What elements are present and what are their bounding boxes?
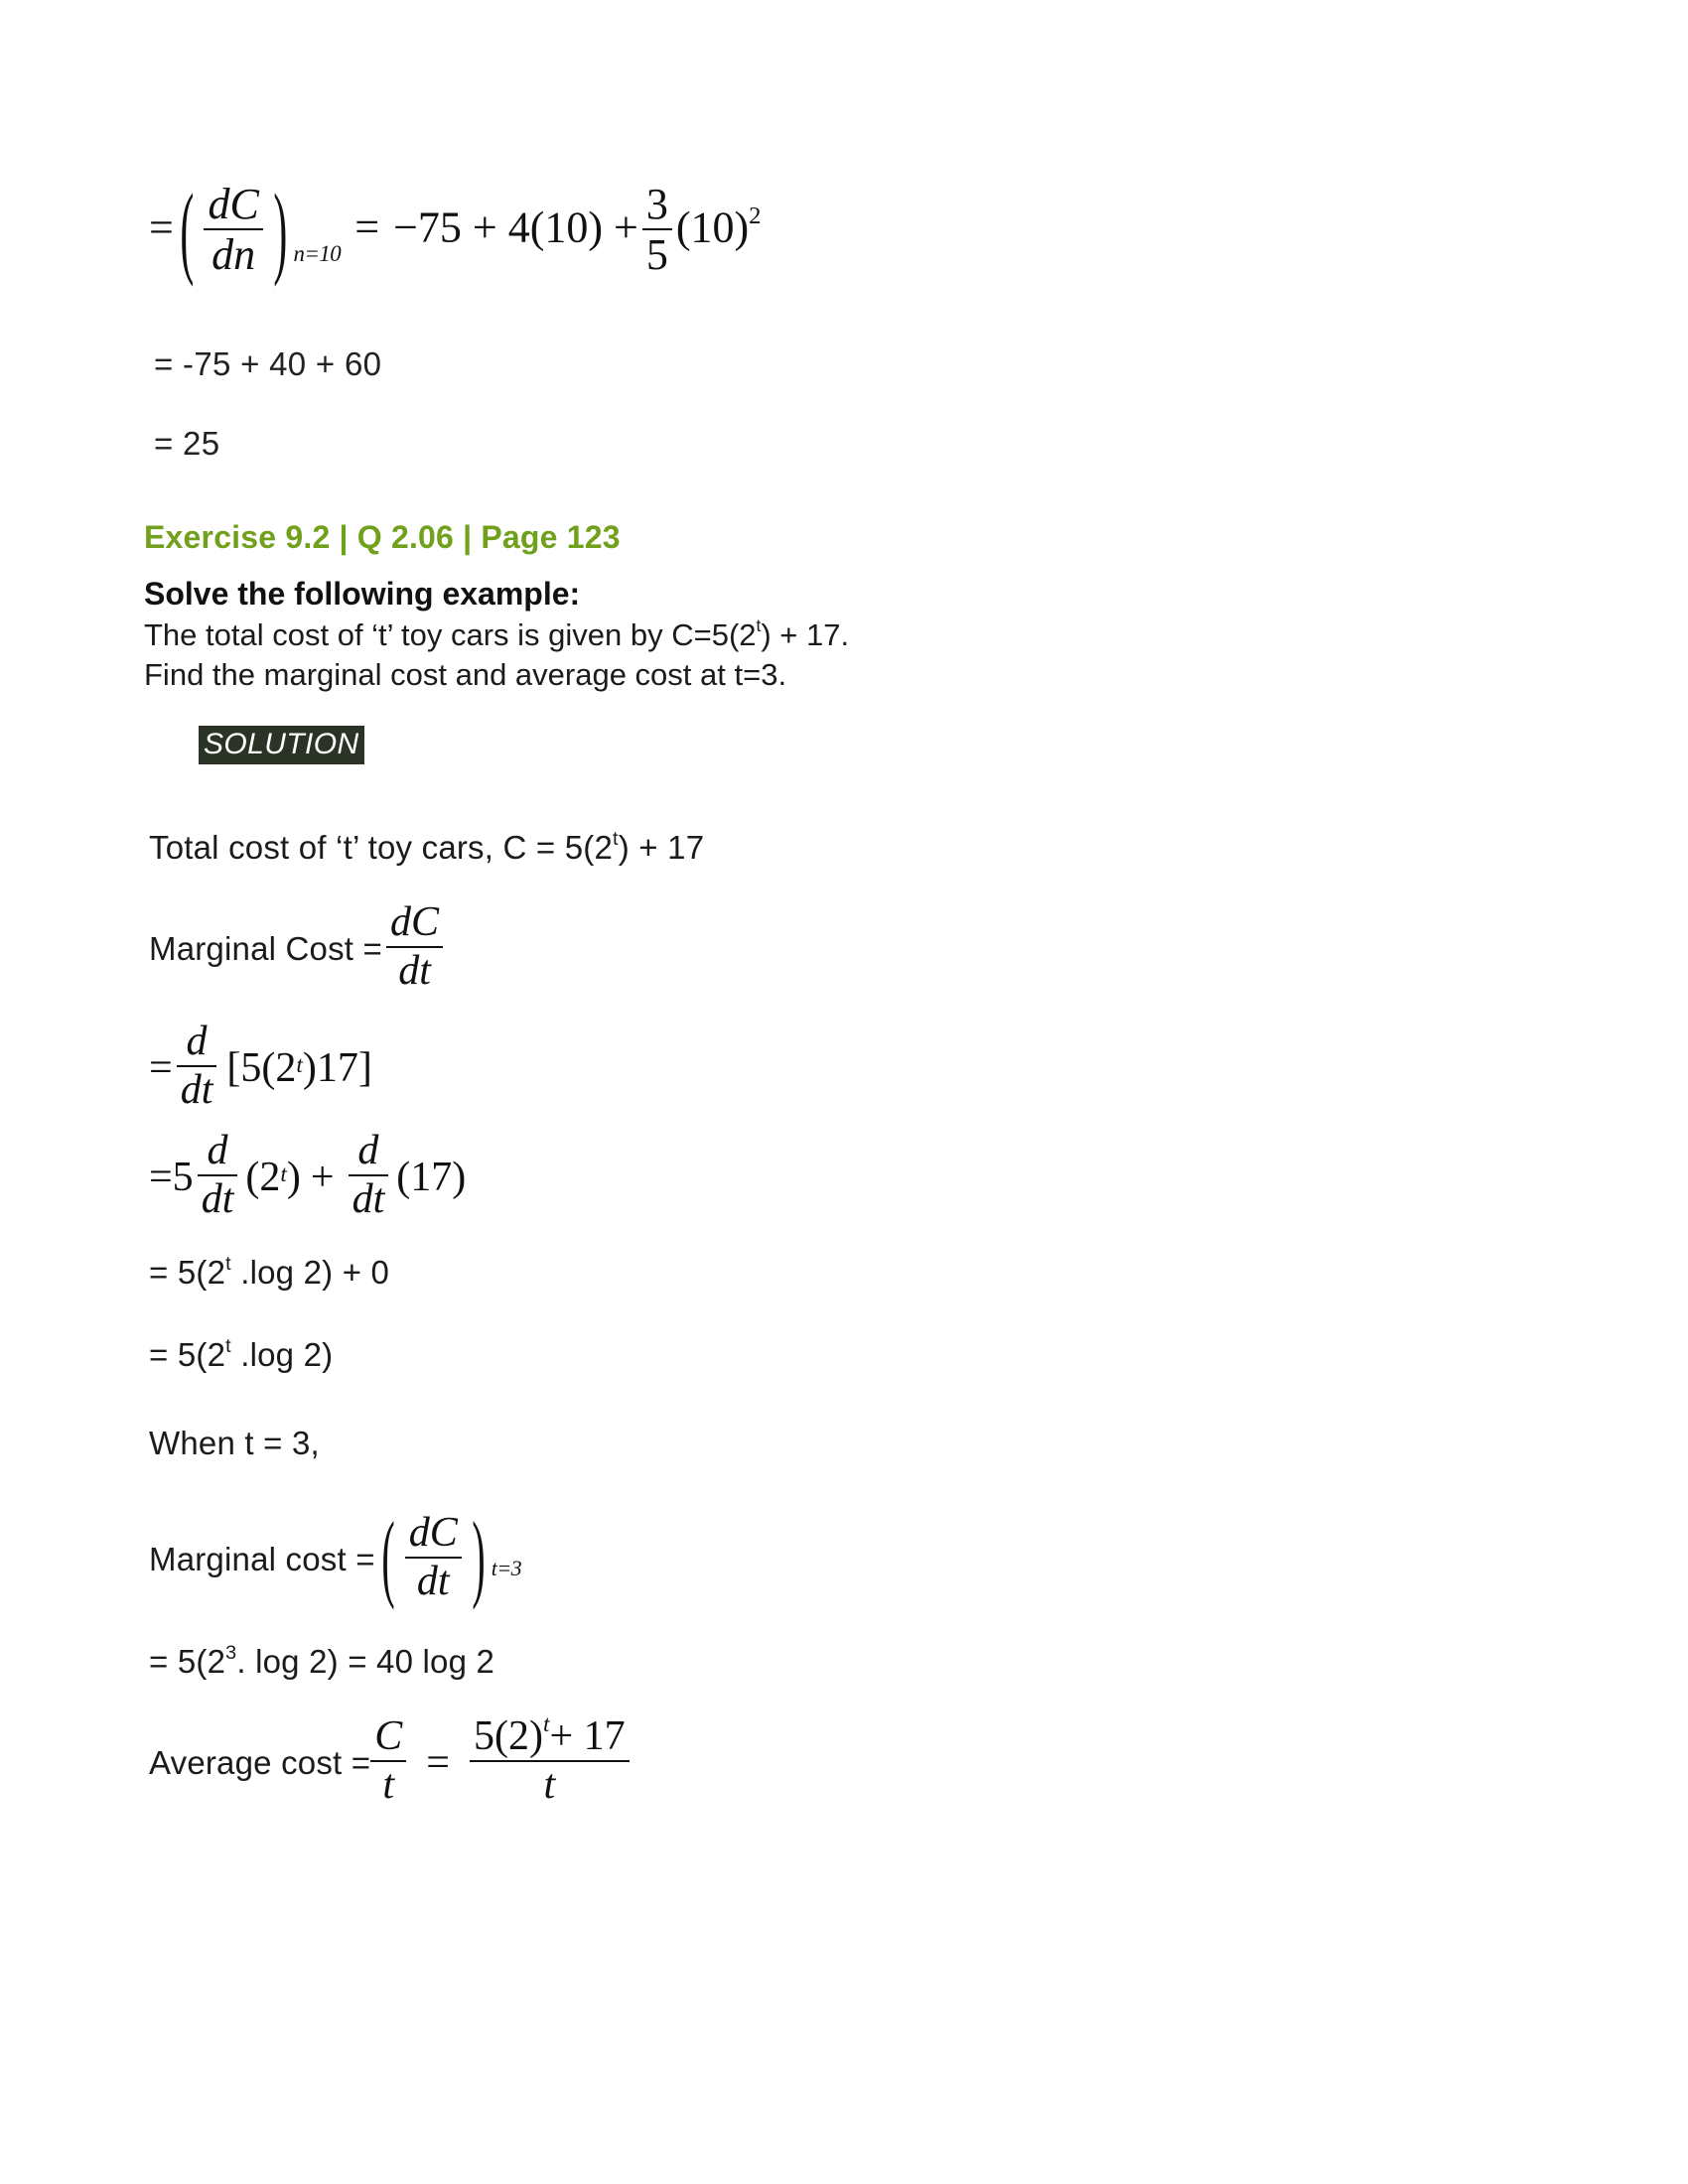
question-line-1 [144,615,1137,655]
rhs-suffix: (10) [675,203,750,252]
fraction-numerator: d [349,1130,389,1176]
bracket-superscript: t [296,1051,303,1078]
d-dt-fraction-1 [198,1130,238,1221]
previous-answer-equation [149,173,762,288]
log-line-prefix: = 5(2 [149,1254,226,1291]
numerator-superscript: t [542,1711,550,1738]
rhs-prefix: −75 + 4(10) + [393,203,638,252]
marginal-cost-definition [149,899,447,995]
dc-dn-fraction [204,182,262,278]
bracket-open: [5 [226,1045,262,1092]
fraction-denominator: t [382,1761,395,1808]
fraction-denominator: dt [352,1175,385,1222]
derivative-expansion-line [149,1128,467,1223]
evaluation-subscript: t=3 [491,1556,522,1581]
equals-sign: = [426,1740,450,1787]
bracket-paren-open: (2 [261,1045,297,1092]
fraction-denominator: dt [416,1558,450,1604]
solution-log-plus-zero-line [149,1254,389,1292]
solution-log-line [149,1336,333,1374]
total-cost-superscript: t [613,827,619,850]
c-over-t-fraction [370,1715,406,1807]
bracket-close: 17] [316,1045,372,1092]
evaluation-subscript: n=10 [293,240,342,266]
d-dt-fraction-2 [349,1130,389,1221]
previous-answer-sum-line: = -75 + 40 + 60 [154,345,382,382]
plus-sign: + [310,1155,335,1201]
fraction-numerator: 3 [642,182,672,230]
value-suffix: . log 2) = 40 log 2 [236,1643,495,1680]
fraction-denominator: t [543,1761,556,1808]
equals-sign: = [149,1045,173,1092]
average-cost-line [149,1711,633,1809]
right-paren-large: ) [273,173,288,288]
log-line-suffix: .log 2) + 0 [230,1254,390,1291]
log-line-superscript: t [225,1334,231,1357]
dc-dt-fraction [405,1512,462,1603]
question-text-after-sup: ) + 17. [761,616,850,652]
value-prefix: = 5(2 [149,1643,226,1680]
equals-sign: = [149,203,174,252]
two-power-open: (2 [245,1155,281,1201]
equals-five: =5 [149,1155,194,1201]
fraction-denominator: dn [211,229,256,279]
fraction-numerator: dC [405,1512,462,1559]
fraction-denominator: 5 [645,229,668,279]
derivative-bracket-line [149,1019,372,1114]
total-cost-prefix: Total cost of ‘t’ toy cars, C = 5(2 [149,829,614,866]
fraction-numerator: d [177,1021,217,1067]
d-dt-fraction [177,1021,217,1112]
when-t-equals-line: When t = 3, [149,1425,320,1461]
question-superscript: t [756,615,762,636]
previous-answer-value-line: = 25 [154,425,220,462]
marginal-cost-label: Marginal Cost = [149,930,383,968]
marginal-cost-at-t3 [149,1505,522,1613]
exercise-heading: Exercise 9.2 | Q 2.06 | Page 123 [144,519,621,555]
total-cost-suffix: ) + 17 [618,829,705,866]
equals-sign-2: = [354,203,380,252]
average-cost-expression-fraction [470,1711,630,1808]
fraction-numerator: d [198,1130,238,1176]
exponent: 2 [749,202,762,229]
constant-term: (17) [396,1155,467,1201]
dc-dt-fraction [386,901,443,993]
two-power-close: ) [286,1155,301,1201]
log-line-suffix: .log 2) [230,1336,334,1373]
question-title: Solve the following example: [144,576,581,612]
average-cost-label: Average cost = [149,1744,371,1782]
left-paren-large: ( [381,1505,395,1613]
solution-badge: SOLUTION [199,726,364,764]
marginal-cost-at-label: Marginal cost = [149,1541,375,1578]
solution-total-cost-line [149,829,704,867]
fraction-numerator: C [370,1715,406,1762]
marginal-cost-value-line [149,1643,494,1681]
question-block [144,574,1137,695]
log-line-superscript: t [225,1252,231,1275]
fraction-denominator: dt [398,947,431,994]
right-paren-large: ) [472,1505,486,1613]
value-superscript: 3 [225,1641,237,1664]
fraction-numerator: dC [204,182,262,230]
two-power-superscript: t [280,1160,287,1187]
fraction-denominator: dt [180,1066,213,1113]
question-text-before-sup: The total cost of ‘t’ toy cars is given by C=5(2 [144,616,757,652]
three-fifths-fraction [642,182,672,278]
numerator-tail: + 17 [549,1713,626,1759]
numerator-base: 5(2) [473,1713,543,1759]
question-line-2: Find the marginal cost and average cost at t=3. [144,656,787,692]
fraction-numerator [470,1711,630,1762]
log-line-prefix: = 5(2 [149,1336,226,1373]
fraction-denominator: dt [201,1175,234,1222]
left-paren-large: ( [180,173,195,288]
fraction-numerator: dC [386,901,443,948]
bracket-paren-close: ) [302,1045,317,1092]
